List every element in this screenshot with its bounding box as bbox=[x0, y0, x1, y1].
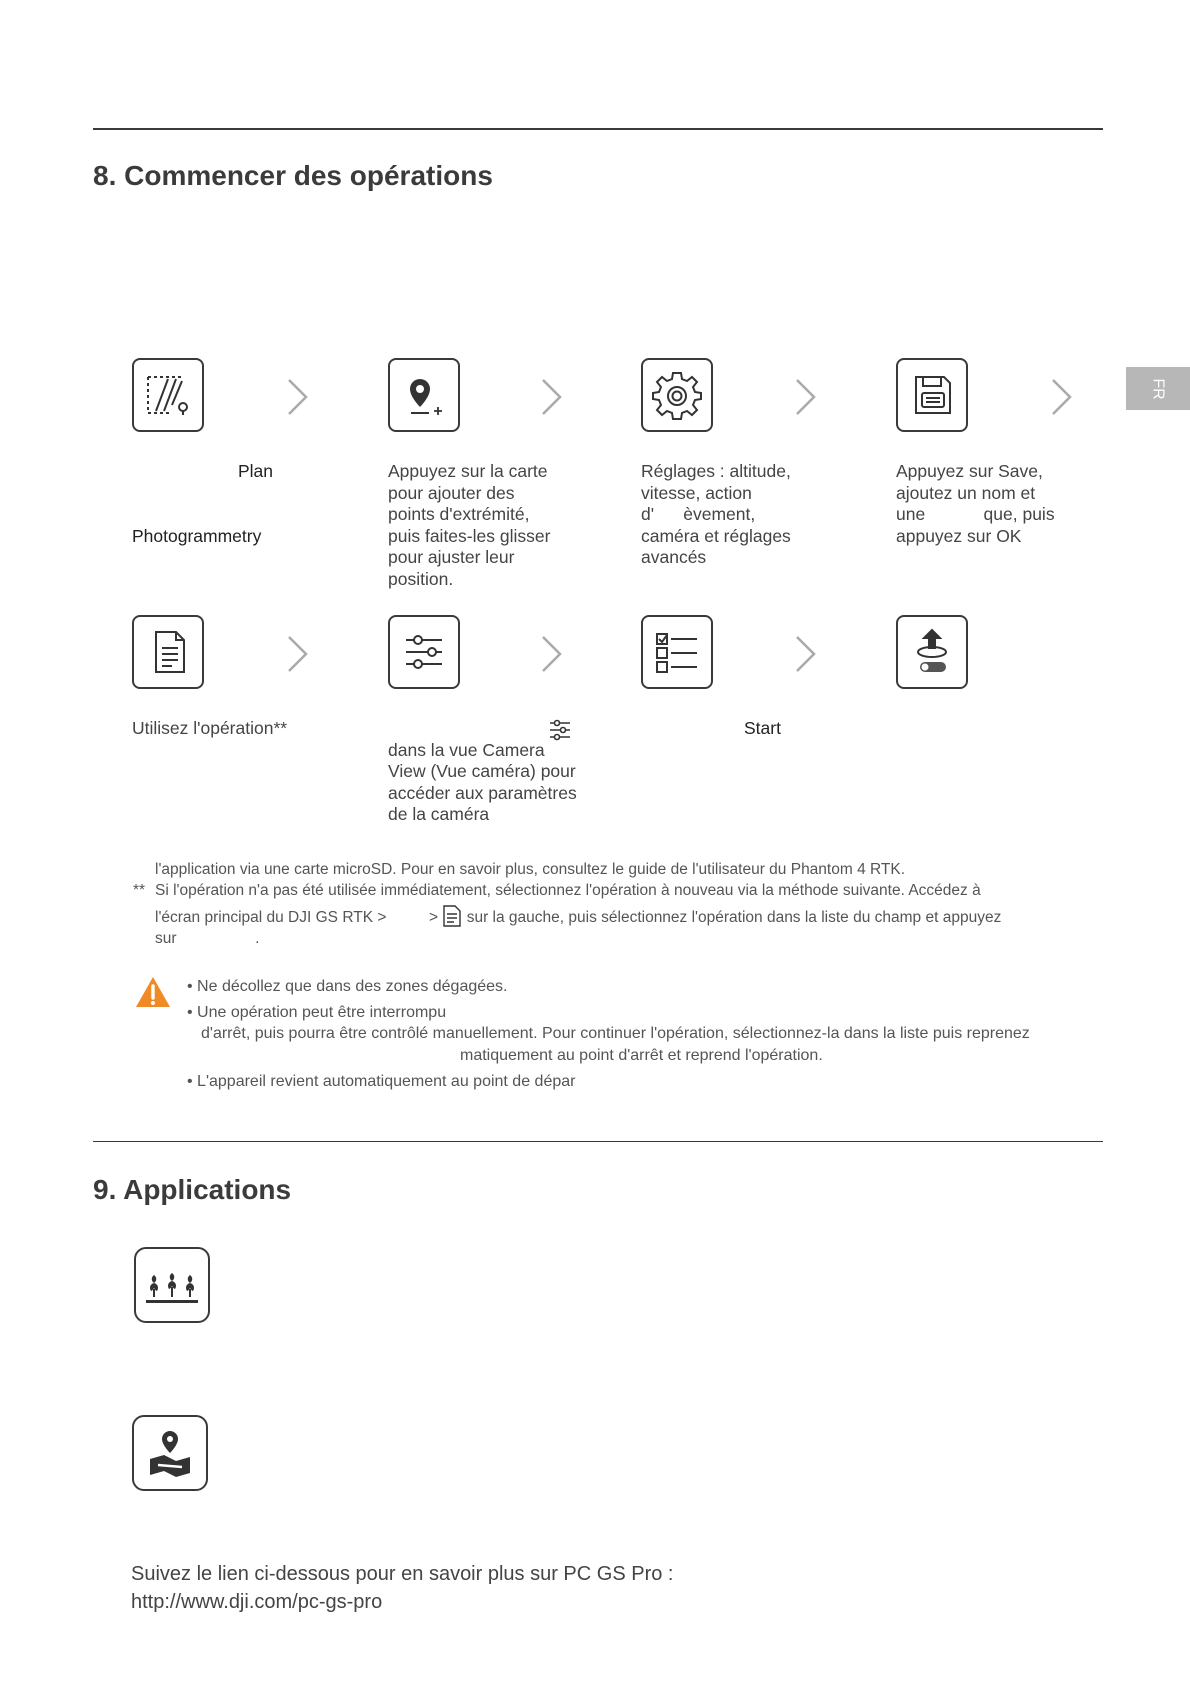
note-line-3 bbox=[155, 904, 1001, 928]
step-4-text: Appuyez sur Save, ajoutez un nom et une que, puis appuyez sur OK bbox=[896, 461, 1055, 546]
document-icon bbox=[132, 615, 204, 689]
chevron-right-icon bbox=[794, 634, 818, 674]
chevron-right-icon bbox=[540, 634, 564, 674]
step-1-text: Plan Photogrammetry bbox=[132, 461, 274, 546]
chevron-right-icon bbox=[1050, 377, 1074, 417]
step-5-text: Utilisez l'opération** bbox=[132, 718, 288, 738]
plan-photogrammetry-icon bbox=[132, 358, 204, 432]
map-pin-add-icon bbox=[388, 358, 460, 432]
note-line-3b: > bbox=[429, 909, 439, 926]
note-line-2: Si l'opération n'a pas été utilisée immédiatement, sélectionnez l'opération à nouveau via la méthode suivante. Accédez à bbox=[155, 882, 981, 899]
document-inline-icon bbox=[442, 904, 462, 928]
note-line-4a: sur bbox=[155, 930, 177, 947]
warning-bullet-2-cont2: matiquement au point d'arrêt et reprend l'opération. bbox=[460, 1047, 823, 1064]
checklist-icon bbox=[641, 615, 713, 689]
step-2-text: Appuyez sur la carte pour ajouter des points d'extrémité, puis faites-les glisser pour ajuster leur position. bbox=[388, 461, 551, 589]
gear-icon bbox=[641, 358, 713, 432]
warning-bullet-3: • L'appareil revient automatiquement au point de dépar bbox=[187, 1073, 576, 1090]
warning-bullet-2-cont: d'arrêt, puis pourra être contrôlé manuellement. Pour continuer l'opération, sélectionnez-la dans la liste puis reprenez bbox=[201, 1025, 1030, 1042]
note-line-4b: . bbox=[255, 930, 260, 947]
pc-gs-pro-link[interactable]: http://www.dji.com/pc-gs-pro bbox=[131, 1591, 383, 1613]
takeoff-slider-icon bbox=[896, 615, 968, 689]
crop-field-icon bbox=[134, 1247, 210, 1323]
sliders-icon bbox=[388, 615, 460, 689]
chevron-right-icon bbox=[794, 377, 818, 417]
step-3-text: Réglages : altitude, vitesse, action d' èvement, caméra et réglages avancés bbox=[641, 461, 791, 567]
section-9-top-rule bbox=[93, 1141, 1103, 1142]
note-line-1: l'application via une carte microSD. Pour en savoir plus, consultez le guide de l'utilisateur du Phantom 4 RTK. bbox=[155, 861, 906, 878]
step-6-text: dans la vue Camera View (Vue caméra) pour accéder aux paramètres de la caméra bbox=[388, 718, 598, 826]
language-tab-fr[interactable] bbox=[1126, 367, 1190, 410]
warning-icon bbox=[134, 975, 172, 1009]
warning-bullet-2: • Une opération peut être interrompu bbox=[187, 1004, 447, 1021]
chevron-right-icon bbox=[540, 377, 564, 417]
note-line-4 bbox=[155, 928, 259, 949]
chevron-right-icon bbox=[286, 634, 310, 674]
section-9-title: 9. Applications bbox=[93, 1174, 292, 1205]
pc-gs-pro-intro: Suivez le lien ci-dessous pour en savoir plus sur PC GS Pro : bbox=[131, 1563, 674, 1585]
warning-bullet-1: • Ne décollez que dans des zones dégagées. bbox=[187, 978, 508, 995]
section-8-title: 8. Commencer des opérations bbox=[93, 160, 493, 191]
section-8-top-rule bbox=[93, 128, 1103, 130]
language-tab-label: FR bbox=[1149, 377, 1167, 400]
note-marker: ** bbox=[133, 882, 146, 899]
wheat-icon bbox=[150, 1273, 194, 1297]
sliders-inline-icon bbox=[548, 718, 572, 742]
chevron-right-icon bbox=[286, 377, 310, 417]
map-location-icon bbox=[132, 1415, 208, 1491]
note-line-3c: sur la gauche, puis sélectionnez l'opération dans la liste du champ et appuyez bbox=[466, 909, 1002, 926]
step-7-text: Start bbox=[744, 718, 781, 738]
note-line-3a: l'écran principal du DJI GS RTK > bbox=[155, 909, 387, 926]
save-icon bbox=[896, 358, 968, 432]
